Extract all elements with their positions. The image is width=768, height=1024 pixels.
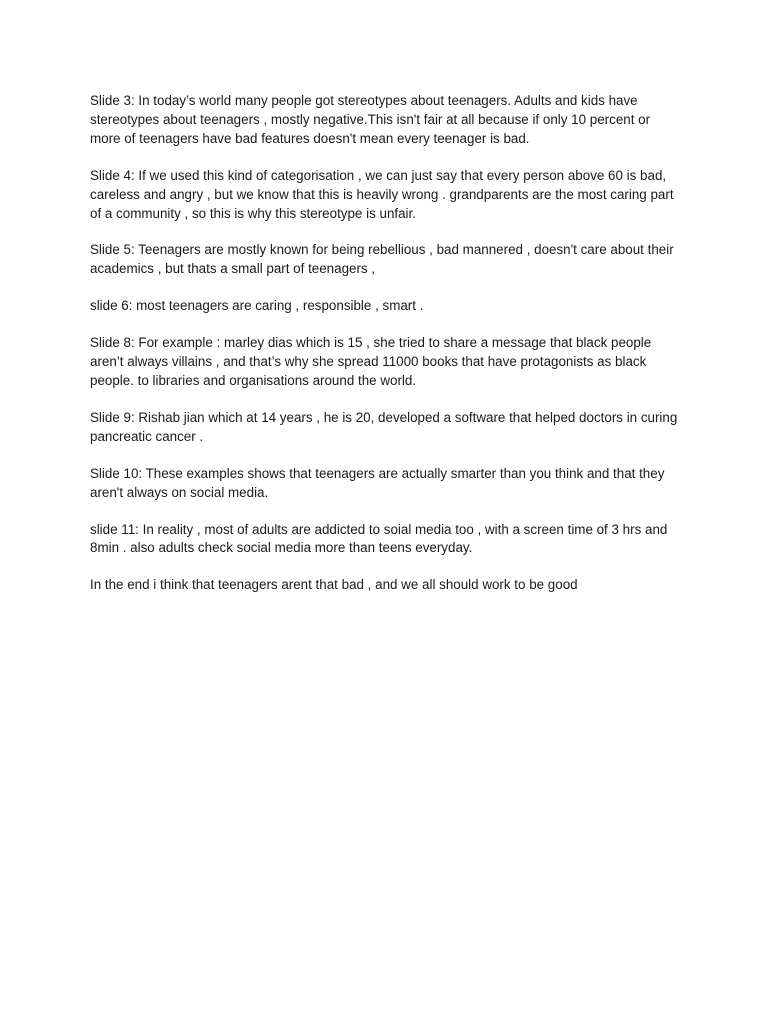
paragraph-conclusion: In the end i think that teenagers arent that bad , and we all should work to be good [90,577,578,593]
paragraph-slide-4: Slide 4: If we used this kind of categorisation , we can just say that every person above 60 is bad, careless and angry , but we know that this is heavily wrong . grandparents are the most caring part of a community , so this is why this stereotype is unfair. [90,167,674,221]
paragraph-slide-5: Slide 5: Teenagers are mostly known for being rebellious , bad mannered , doesn't care about their academics , but thats a small part of teenagers , [90,242,674,277]
paragraph-slide-8: Slide 8: For example : marley dias which is 15 , she tried to share a message that black people aren’t always villains , and that’s why she spread 11000 books that have protagonists as black people. to libraries and organisations around the world. [90,335,652,388]
paragraph-slide-6: slide 6: most teenagers are caring , responsible , smart . [90,298,424,314]
paragraph-slide-3: Slide 3: In today’s world many people got stereotypes about teenagers. Adults and kids have stereotypes about teenagers , mostly negative.This isn't fair at all because if only 10 percent or more of teenagers have bad features doesn't mean every teenager is bad. [90,93,651,146]
document-body [90,92,680,613]
paragraph-slide-11: slide 11: In reality , most of adults are addicted to soial media too , with a screen time of 3 hrs and 8min . also adults check social media more than teens everyday. [90,521,668,556]
paragraph-slide-10: Slide 10: These examples shows that teenagers are actually smarter than you think and that they aren't always on social media. [90,465,665,500]
paragraph-slide-9: Slide 9: Rishab jian which at 14 years , he is 20, developed a software that helped doctors in curing pancreatic cancer . [90,409,678,444]
